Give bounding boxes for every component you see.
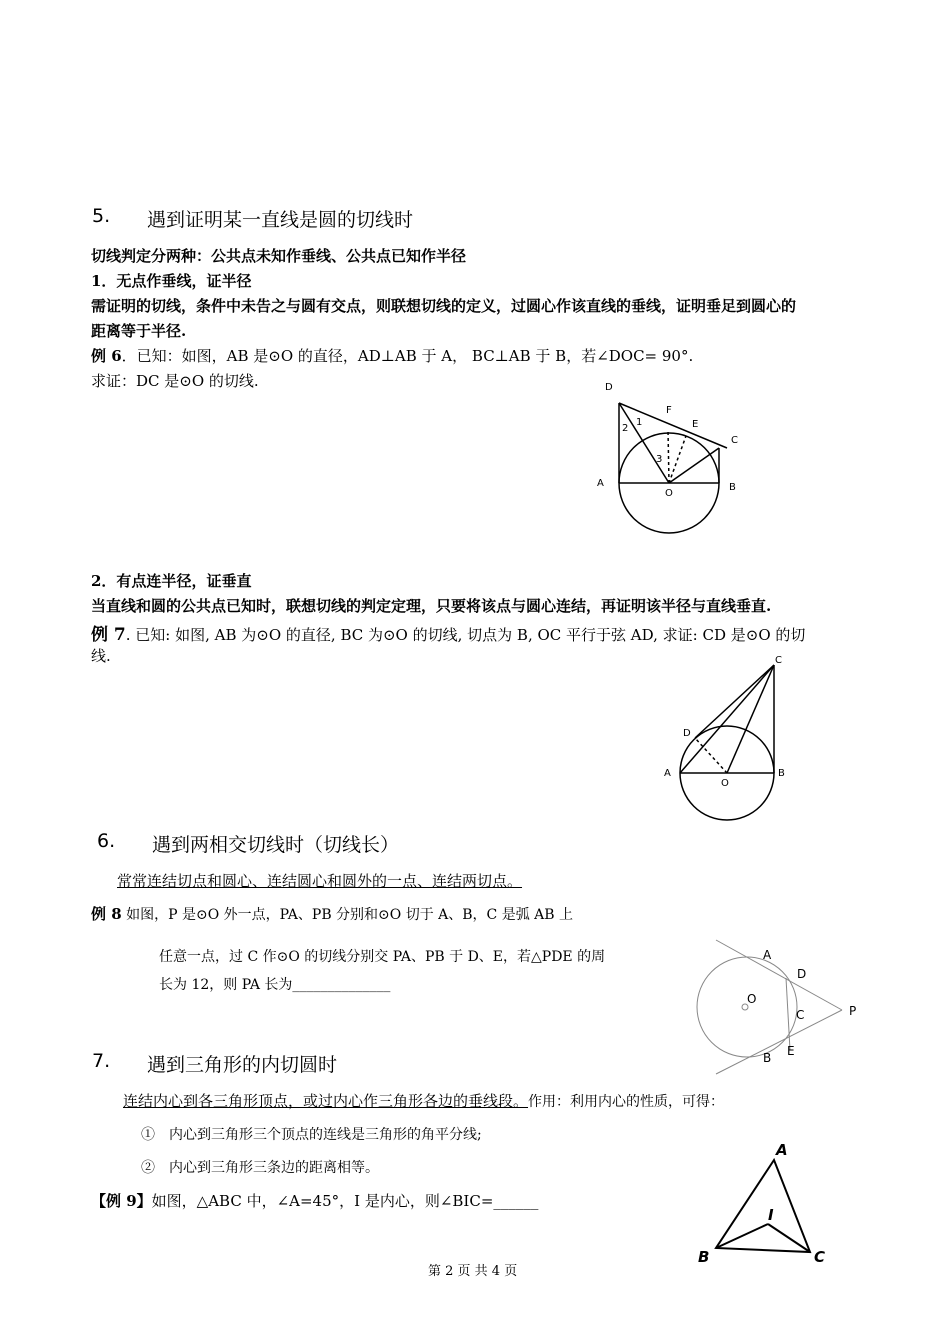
fig6-label-e: E <box>692 419 699 430</box>
example-7-label: 例 7 <box>91 625 126 645</box>
fig9-label-a: A <box>776 1141 788 1159</box>
fig9-label-c: C <box>814 1248 826 1266</box>
fig6-label-b: B <box>729 482 736 493</box>
fig8-label-d: D <box>797 967 807 981</box>
fig6-label-o: O <box>665 488 673 499</box>
fig7-label-o: O <box>721 778 729 789</box>
page-footer: 第 2 页 共 4 页 <box>428 1264 518 1279</box>
section-5-number: 5. <box>92 205 111 227</box>
fig8-label-e: E <box>787 1044 795 1058</box>
method-1-text-line2: 距离等于半径. <box>91 322 187 340</box>
fig8-label-a: A <box>763 948 772 962</box>
method-2-title: 2．有点连半径，证垂直 <box>91 572 252 590</box>
section-6-hint: 常常连结切点和圆心、连结圆心和圆外的一点、连结两切点。 <box>117 872 523 890</box>
example-8-text-line1: 如图，P 是⊙O 外一点，PA、PB 分别和⊙O 切于 A、B，C 是弧 AB 上 <box>121 907 574 923</box>
fig8-label-p: P <box>849 1004 857 1018</box>
example-8-text-line2: 任意一点，过 C 作⊙O 的切线分别交 PA、PB 于 D、E，若△PDE 的周 <box>159 949 606 965</box>
example-7-text-line2: 线. <box>91 647 111 665</box>
fig6-label-d: D <box>605 382 613 393</box>
fig6-label-3: 3 <box>656 454 663 465</box>
example-8-label: 例 8 <box>91 905 122 923</box>
example-6-text: ．已知：如图，AB 是⊙O 的直径，AD⊥AB 于 A， BC⊥AB 于 B，若∠DOC= 90°. <box>121 347 694 365</box>
fig8-label-c: C <box>796 1008 805 1022</box>
fig6-label-f: F <box>666 405 672 416</box>
example-9-label: 【例 9】 <box>91 1192 152 1210</box>
section-6-number: 6. <box>97 830 116 852</box>
example-6-label: 例 6 <box>91 347 122 365</box>
section-6-title: 遇到两相交切线时（切线长） <box>152 834 400 856</box>
fig6-label-1: 1 <box>636 417 643 428</box>
fig7-label-b: B <box>778 768 785 779</box>
method-1-text-line1: 需证明的切线，条件中未告之与圆有交点，则联想切线的定义，过圆心作该直线的垂线，证明垂足到圆心的 <box>91 297 797 315</box>
example-7-text: . 已知: 如图, AB 为⊙O 的直径, BC 为⊙O 的切线, 切点为 B, OC 平行于弦 AD, 求证: CD 是⊙O 的切 <box>125 626 806 644</box>
fig9-label-i: I <box>768 1206 774 1224</box>
tangent-criteria-intro: 切线判定分两种：公共点未知作垂线、公共点已知作半径 <box>91 247 467 265</box>
fig6-label-c: C <box>731 435 738 446</box>
fig6-label-a: A <box>597 478 604 489</box>
fig8-label-o: O <box>747 992 757 1006</box>
method-1-title: 1．无点作垂线，证半径 <box>91 272 252 290</box>
example-8-text-line3: 长为 12，则 PA 长为______________ <box>159 977 391 993</box>
fig7-label-d: D <box>683 728 691 739</box>
fig9-label-b: B <box>698 1248 710 1266</box>
section-5-title: 遇到证明某一直线是圆的切线时 <box>147 209 414 231</box>
method-2-text: 当直线和圆的公共点已知时，联想切线的判定定理，只要将该点与圆心连结，再证明该半径与直线垂直. <box>91 597 772 615</box>
section-7-title: 遇到三角形的内切圆时 <box>147 1054 338 1076</box>
section-7-number: 7. <box>92 1050 111 1072</box>
fig7-label-c: C <box>775 655 782 666</box>
incenter-property-2: ② 内心到三角形三条边的距离相等。 <box>141 1160 379 1176</box>
fig9-triangle-abc <box>716 1160 810 1252</box>
fig7-label-a: A <box>664 768 671 779</box>
incenter-property-1: ① 内心到三角形三个顶点的连线是三角形的角平分线; <box>141 1127 482 1143</box>
fig6-label-2: 2 <box>622 423 629 434</box>
example-9-text: 如图，△ABC 中，∠A=45°，I 是内心，则∠BIC=______ <box>151 1192 539 1210</box>
section-7-hint-rest: 作用：利用内心的性质，可得： <box>528 1094 725 1110</box>
fig8-label-b: B <box>763 1051 772 1065</box>
example-6-goal: 求证：DC 是⊙O 的切线. <box>91 372 259 390</box>
section-7-hint-underlined: 连结内心到各三角形顶点，或过内心作三角形各边的垂线段。 <box>123 1092 529 1110</box>
